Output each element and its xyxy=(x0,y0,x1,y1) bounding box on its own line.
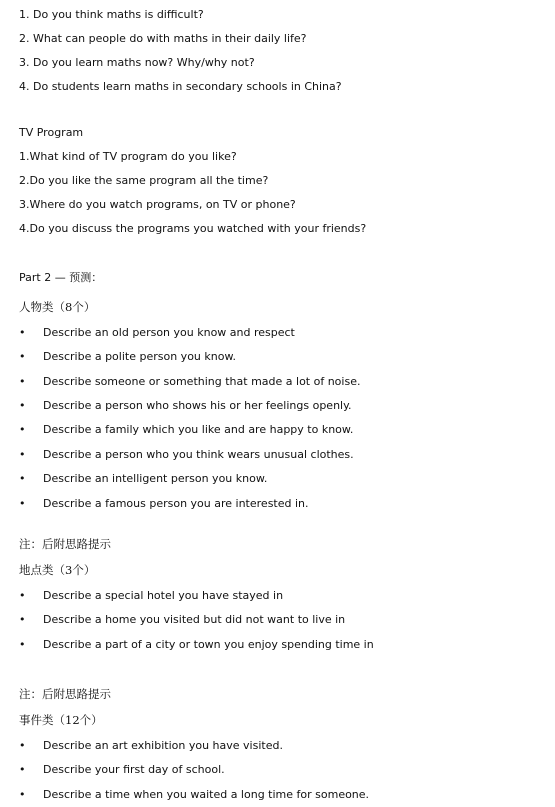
list-item-text: Describe a home you visited but did not want to live in xyxy=(43,613,346,626)
bullet-icon: • xyxy=(19,763,26,776)
tv-question-2: 2.Do you like the same program all the time? xyxy=(19,174,269,187)
bullet-icon: • xyxy=(19,423,26,436)
list-item-text: Describe a person who shows his or her feelings openly. xyxy=(43,399,352,412)
list-item-text: Describe an art exhibition you have visited. xyxy=(43,739,283,752)
list-item-text: Describe someone or something that made a lot of noise. xyxy=(43,375,361,388)
bullet-icon: • xyxy=(19,326,26,339)
bullet-icon: • xyxy=(19,788,26,801)
tv-section-title: TV Program xyxy=(19,126,84,139)
tv-question-3: 3.Where do you watch programs, on TV or phone? xyxy=(19,198,296,211)
tv-question-1: 1.What kind of TV program do you like? xyxy=(19,150,237,163)
list-item-text: Describe a person who you think wears unusual clothes. xyxy=(43,448,354,461)
people-category-title: 人物类（8个） xyxy=(19,300,96,314)
bullet-icon: • xyxy=(19,375,26,388)
bullet-icon: • xyxy=(19,497,26,510)
bullet-icon: • xyxy=(19,613,26,626)
note-text: 注：后附思路提示 xyxy=(19,687,111,701)
bullet-icon: • xyxy=(19,399,26,412)
list-item-text: Describe an old person you know and respect xyxy=(43,326,295,339)
intro-question-1: 1. Do you think maths is difficult? xyxy=(19,8,204,21)
list-item-text: Describe a famous person you are interested in. xyxy=(43,497,309,510)
bullet-icon: • xyxy=(19,739,26,752)
list-item-text: Describe a part of a city or town you enjoy spending time in xyxy=(43,638,374,651)
list-item-text: Describe a time when you waited a long time for someone. xyxy=(43,788,370,801)
bullet-icon: • xyxy=(19,350,26,363)
intro-question-2: 2. What can people do with maths in their daily life? xyxy=(19,32,307,45)
list-item-text: Describe a special hotel you have stayed in xyxy=(43,589,284,602)
bullet-icon: • xyxy=(19,638,26,651)
intro-question-3: 3. Do you learn maths now? Why/why not? xyxy=(19,56,255,69)
intro-question-4: 4. Do students learn maths in secondary schools in China? xyxy=(19,80,342,93)
bullet-icon: • xyxy=(19,589,26,602)
tv-question-4: 4.Do you discuss the programs you watched with your friends? xyxy=(19,222,367,235)
events-category-title: 事件类（12个） xyxy=(19,713,103,727)
part2-heading: Part 2 — 预测： xyxy=(19,271,103,284)
note-text: 注：后附思路提示 xyxy=(19,537,111,551)
list-item-text: Describe an intelligent person you know. xyxy=(43,472,268,485)
places-category-title: 地点类（3个） xyxy=(19,563,96,577)
bullet-icon: • xyxy=(19,448,26,461)
list-item-text: Describe your first day of school. xyxy=(43,763,225,776)
bullet-icon: • xyxy=(19,472,26,485)
list-item-text: Describe a polite person you know. xyxy=(43,350,236,363)
list-item-text: Describe a family which you like and are happy to know. xyxy=(43,423,354,436)
